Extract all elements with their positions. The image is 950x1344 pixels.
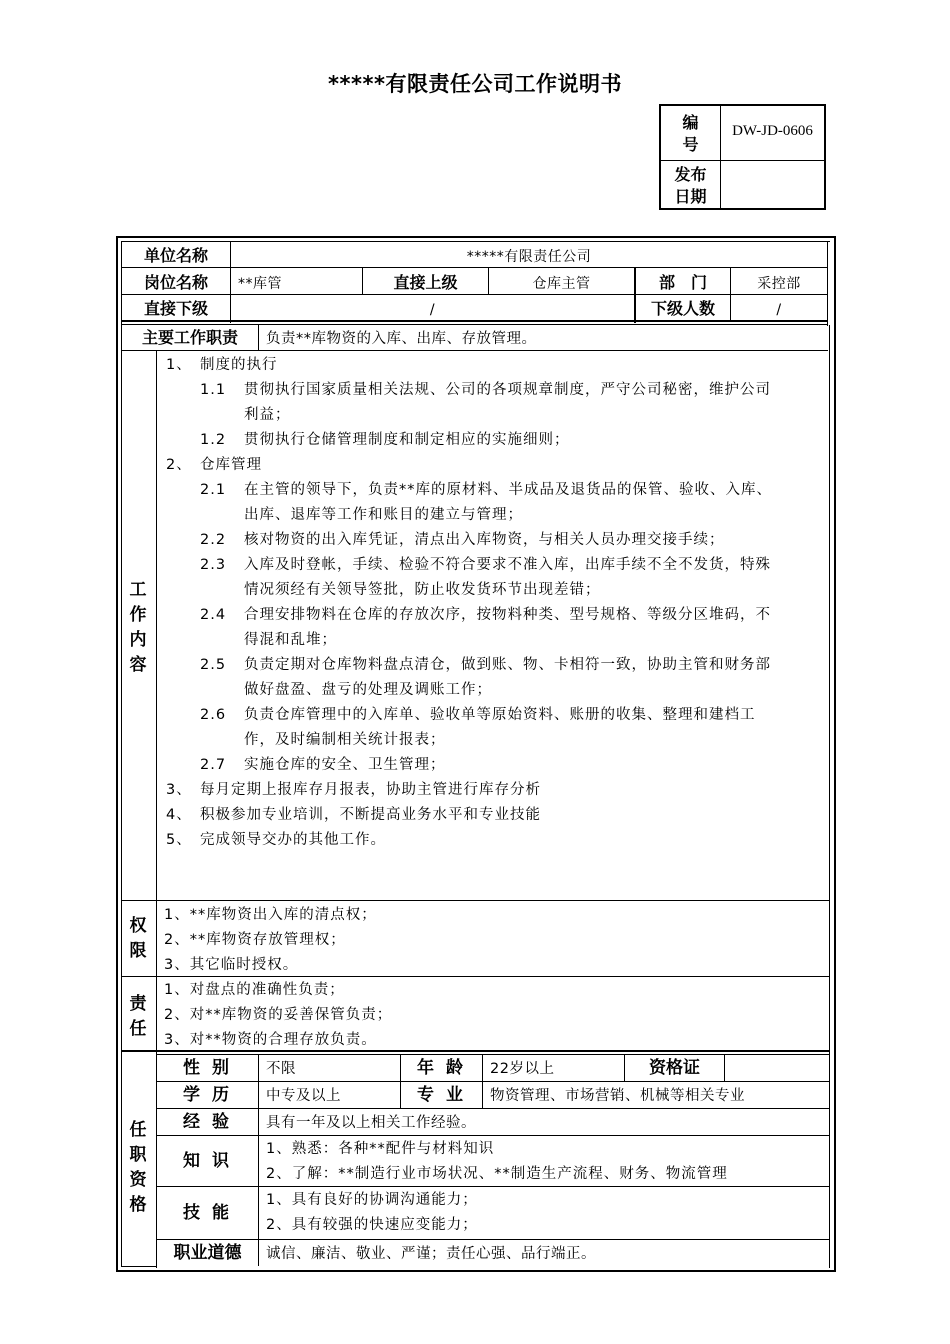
work-item-text: 核对物资的出入库凭证，清点出入库物资，与相关人员办理交接手续； bbox=[244, 532, 725, 548]
subordinate-count-value: / bbox=[776, 302, 782, 318]
document-title: *****有限责任公司工作说明书 bbox=[328, 72, 622, 96]
responsibility-label: 责任 bbox=[129, 994, 147, 1039]
work-item-text: 制度的执行 bbox=[200, 357, 278, 373]
document-code-box bbox=[659, 104, 826, 210]
work-item-text: 入库及时登帐，手续、检验不符合要求不准入库，出库手续不全不发货，特殊 bbox=[244, 557, 771, 573]
work-item-cont: 利益； bbox=[244, 407, 291, 423]
skill-item: 2、具有较强的快速应变能力； bbox=[266, 1217, 478, 1233]
work-item-cont: 出库、退库等工作和账目的建立与管理； bbox=[244, 507, 523, 523]
work-item-text: 完成领导交办的其他工作。 bbox=[200, 832, 386, 848]
work-item-text: 贯彻执行国家质量相关法规、公司的各项规章制度，严守公司秘密，维护公司 bbox=[244, 382, 771, 398]
knowledge-label: 知 识 bbox=[183, 1151, 232, 1171]
main-duty-label: 主要工作职责 bbox=[141, 328, 238, 347]
work-item-num: 3、 bbox=[166, 782, 192, 798]
work-item-num: 1、 bbox=[166, 357, 192, 373]
work-item-num: 2.1 bbox=[200, 482, 227, 498]
experience-value: 具有一年及以上相关工作经验。 bbox=[266, 1115, 476, 1131]
experience-label: 经 验 bbox=[183, 1112, 232, 1132]
ethics-label: 职业道德 bbox=[173, 1243, 242, 1263]
skill-label: 技 能 bbox=[183, 1203, 232, 1223]
department-value: 采控部 bbox=[757, 276, 801, 292]
work-item-num: 1.1 bbox=[200, 382, 227, 398]
subordinate-count-label: 下级人数 bbox=[650, 299, 715, 318]
responsibility-item: 3、对**物资的合理存放负责。 bbox=[164, 1032, 377, 1048]
work-item-cont: 情况须经有关领导签批，防止收发货环节出现差错； bbox=[244, 582, 601, 598]
responsibility-item: 2、对**库物资的妥善保管负责； bbox=[164, 1007, 393, 1023]
work-item-text: 仓库管理 bbox=[200, 457, 262, 473]
gender-value: 不限 bbox=[266, 1061, 296, 1077]
work-item-num: 2.2 bbox=[200, 532, 227, 548]
unit-name-value: *****有限责任公司 bbox=[466, 249, 592, 265]
work-item-text: 负责仓库管理中的入库单、验收单等原始资料、账册的收集、整理和建档工 bbox=[244, 707, 756, 723]
code-value: DW-JD-0606 bbox=[732, 123, 813, 139]
ethics-value: 诚信、廉洁、敬业、严谨；责任心强、品行端正。 bbox=[266, 1246, 596, 1262]
responsibility-item: 1、对盘点的准确性负责； bbox=[164, 982, 345, 998]
work-item-num: 4、 bbox=[166, 807, 192, 823]
authority-item: 2、**库物资存放管理权； bbox=[164, 932, 346, 948]
work-content-label: 工作内容 bbox=[129, 580, 147, 675]
certificate-label: 资格证 bbox=[649, 1058, 700, 1078]
education-value: 中专及以上 bbox=[266, 1088, 341, 1104]
work-item-num: 5、 bbox=[166, 832, 192, 848]
main-duty-value: 负责**库物资的入库、出库、存放管理。 bbox=[266, 331, 537, 347]
work-item-text: 负责定期对仓库物料盘点清仓，做到账、物、卡相符一致，协助主管和财务部 bbox=[244, 657, 771, 673]
age-label: 年 龄 bbox=[417, 1058, 466, 1078]
work-item-cont: 做好盘盈、盘亏的处理及调账工作； bbox=[244, 682, 492, 698]
skill-item: 1、具有良好的协调沟通能力； bbox=[266, 1192, 478, 1208]
direct-subordinate-value: / bbox=[429, 302, 436, 318]
major-value: 物资管理、市场营销、机械等相关专业 bbox=[490, 1088, 745, 1104]
work-item-cont: 作，及时编制相关统计报表； bbox=[244, 732, 446, 748]
gender-label: 性 别 bbox=[183, 1058, 232, 1078]
work-item-num: 2.5 bbox=[200, 657, 227, 673]
age-value: 22岁以上 bbox=[490, 1061, 555, 1077]
direct-superior-label: 直接上级 bbox=[393, 273, 458, 292]
work-item-text: 积极参加专业培训，不断提高业务水平和专业技能 bbox=[200, 807, 541, 823]
work-item-cont: 得混和乱堆； bbox=[244, 632, 337, 648]
post-name-label: 岗位名称 bbox=[143, 273, 208, 292]
work-item-num: 2.4 bbox=[200, 607, 227, 623]
major-label: 专 业 bbox=[417, 1085, 466, 1105]
authority-item: 1、**库物资出入库的清点权； bbox=[164, 907, 377, 923]
direct-subordinate-label: 直接下级 bbox=[143, 299, 208, 318]
job-description-table bbox=[116, 236, 836, 1272]
code-label: 编号 bbox=[682, 113, 699, 154]
post-name-value: **库管 bbox=[238, 276, 282, 292]
work-item-text: 在主管的领导下，负责**库的原材料、半成品及退货品的保管、验收、入库、 bbox=[244, 482, 772, 498]
work-item-text: 每月定期上报库存月报表，协助主管进行库存分析 bbox=[200, 782, 541, 798]
knowledge-item: 1、熟悉：各种**配件与材料知识 bbox=[266, 1141, 495, 1157]
knowledge-item: 2、了解：**制造行业市场状况、**制造生产流程、财务、物流管理 bbox=[266, 1166, 728, 1182]
authority-item: 3、其它临时授权。 bbox=[164, 957, 299, 973]
work-item-text: 贯彻执行仓储管理制度和制定相应的实施细则； bbox=[244, 432, 570, 448]
date-label: 发布日期 bbox=[674, 165, 707, 206]
authority-label: 权限 bbox=[129, 916, 147, 961]
work-item-num: 1.2 bbox=[200, 432, 227, 448]
qualification-label: 任职资格 bbox=[129, 1120, 147, 1215]
work-item-num: 2、 bbox=[166, 457, 192, 473]
work-item-text: 实施仓库的安全、卫生管理； bbox=[244, 757, 446, 773]
education-label: 学 历 bbox=[183, 1085, 232, 1105]
work-item-num: 2.6 bbox=[200, 707, 227, 723]
direct-superior-value: 仓库主管 bbox=[532, 276, 591, 292]
unit-name-label: 单位名称 bbox=[143, 246, 208, 265]
work-item-text: 合理安排物料在仓库的存放次序，按物料种类、型号规格、等级分区堆码，不 bbox=[244, 607, 771, 623]
work-item-num: 2.7 bbox=[200, 757, 227, 773]
department-label: 部 门 bbox=[658, 273, 707, 292]
work-item-num: 2.3 bbox=[200, 557, 227, 573]
